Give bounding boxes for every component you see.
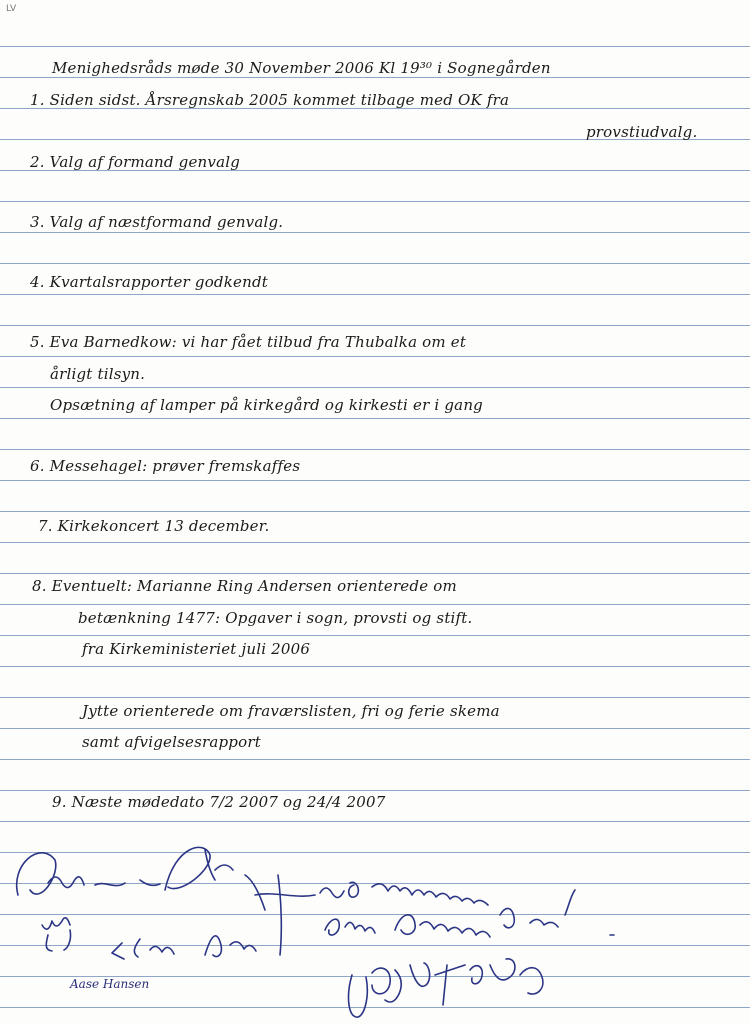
ruled-line xyxy=(0,728,750,729)
ruled-line xyxy=(0,325,750,326)
ruled-line xyxy=(0,201,750,202)
item-5-line-3: Opsætning af lamper på kirkegård og kirkesti er i gang xyxy=(50,396,483,414)
signature-name-bottom-left: Aase Hansen xyxy=(70,977,150,991)
ruled-line xyxy=(0,759,750,760)
item-4-line-1: 4. Kvartalsrapporter godkendt xyxy=(30,273,268,291)
ruled-line xyxy=(0,666,750,667)
ruled-line xyxy=(0,480,750,481)
item-2-line-1: 2. Valg af formand genvalg xyxy=(30,153,241,171)
ruled-line xyxy=(0,387,750,388)
item-1-line-2: provstiudvalg. xyxy=(586,123,698,141)
item-8-line-5: samt afvigelsesrapport xyxy=(82,733,261,751)
ruled-line xyxy=(0,263,750,264)
meeting-header: Menighedsråds møde 30 November 2006 Kl 19³⁰ i Sognegården xyxy=(52,59,551,77)
item-8-line-3: fra Kirkeministeriet juli 2006 xyxy=(82,640,311,658)
corner-mark: LV xyxy=(6,4,17,14)
ruled-line xyxy=(0,356,750,357)
ruled-line xyxy=(0,418,750,419)
item-5-line-2: årligt tilsyn. xyxy=(50,365,146,383)
signatures-area xyxy=(0,835,750,1025)
item-7-line-1: 7. Kirkekoncert 13 december. xyxy=(38,517,270,535)
ruled-line xyxy=(0,697,750,698)
ruled-line xyxy=(0,821,750,822)
signature-scribbles xyxy=(0,835,750,1025)
item-8-line-4: Jytte orienterede om fraværslisten, fri og ferie skema xyxy=(82,702,500,720)
ruled-line xyxy=(0,449,750,450)
item-1-line-1: 1. Siden sidst. Årsregnskab 2005 kommet tilbage med OK fra xyxy=(30,91,510,109)
item-8-line-1: 8. Eventuelt: Marianne Ring Andersen orienterede om xyxy=(32,577,457,595)
item-3-line-1: 3. Valg af næstformand genvalg. xyxy=(30,213,284,231)
ruled-line xyxy=(0,294,750,295)
item-5-line-1: 5. Eva Barnedkow: vi har fået tilbud fra Thubalka om et xyxy=(30,333,467,351)
ruled-line xyxy=(0,542,750,543)
ruled-line xyxy=(0,46,750,47)
ruled-line xyxy=(0,635,750,636)
item-8-line-2: betænkning 1477: Opgaver i sogn, provsti og stift. xyxy=(78,609,473,627)
ruled-line xyxy=(0,604,750,605)
ruled-line xyxy=(0,511,750,512)
item-6-line-1: 6. Messehagel: prøver fremskaffes xyxy=(30,457,301,475)
item-9-line-1: 9. Næste mødedato 7/2 2007 og 24/4 2007 xyxy=(52,793,386,811)
